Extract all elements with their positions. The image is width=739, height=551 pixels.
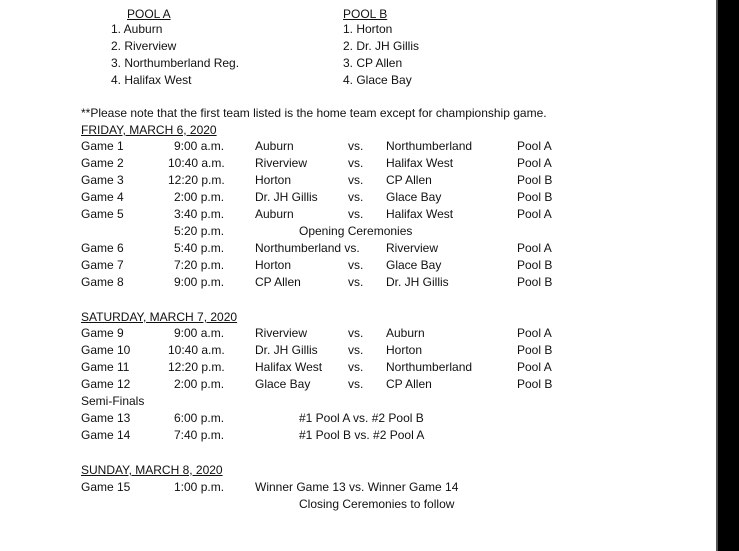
game-number: Game 13	[81, 411, 131, 425]
home-team: Dr. JH Gillis	[255, 343, 318, 357]
game-time: 12:20 p.m.	[168, 173, 225, 187]
game-number: Game 5	[81, 207, 124, 221]
away-team: Auburn	[386, 326, 425, 340]
game-number: Game 3	[81, 173, 124, 187]
game-time: 2:00 p.m.	[174, 190, 225, 204]
championship-matchup: Winner Game 13 vs. Winner Game 14	[255, 480, 459, 494]
pool-a-team-3: 3. Northumberland Reg.	[111, 56, 240, 70]
game-time: 9:00 a.m.	[174, 326, 225, 340]
versus: vs.	[348, 139, 364, 153]
sunday-heading: SUNDAY, MARCH 8, 2020	[81, 463, 223, 477]
versus: vs.	[348, 326, 364, 340]
schedule-row	[0, 343, 739, 360]
game-time: 10:40 a.m.	[168, 156, 225, 170]
game-time: 9:00 p.m.	[174, 275, 225, 289]
away-team: CP Allen	[386, 173, 432, 187]
home-team: Horton	[255, 173, 292, 187]
ceremony-row	[0, 224, 739, 241]
pool-a-team-2: 2. Riverview	[111, 39, 177, 53]
pool-b-team-2: 2. Dr. JH Gillis	[343, 39, 420, 53]
game-time: 7:20 p.m.	[174, 258, 225, 272]
opening-ceremonies: Opening Ceremonies	[299, 224, 413, 238]
ceremony-time: 5:20 p.m.	[174, 224, 225, 238]
pool-b-title: POOL B	[343, 7, 388, 21]
game-time: 2:00 p.m.	[174, 377, 225, 391]
away-team: Glace Bay	[386, 258, 442, 272]
home-team: Auburn	[255, 207, 294, 221]
pool-a-team-1: 1. Auburn	[111, 22, 163, 36]
game-time: 3:40 p.m.	[174, 207, 225, 221]
pool-label: Pool B	[517, 173, 553, 187]
game-number: Game 10	[81, 343, 131, 357]
semi-final-matchup: #1 Pool B vs. #2 Pool A	[299, 428, 425, 442]
game-number: Game 9	[81, 326, 124, 340]
saturday-heading: SATURDAY, MARCH 7, 2020	[81, 310, 238, 324]
versus: vs.	[348, 207, 364, 221]
game-number: Game 1	[81, 139, 124, 153]
pool-b-team-3: 3. CP Allen	[343, 56, 403, 70]
schedule-row	[0, 411, 739, 428]
game-time: 5:40 p.m.	[174, 241, 225, 255]
schedule-row	[0, 428, 739, 445]
versus: vs.	[348, 360, 364, 374]
game-number: Game 6	[81, 241, 124, 255]
semi-finals-row	[0, 394, 739, 411]
versus: vs.	[348, 275, 364, 289]
versus: vs.	[348, 343, 364, 357]
closing-row	[0, 497, 739, 514]
game-number: Game 14	[81, 428, 131, 442]
schedule-row	[0, 156, 739, 173]
versus: vs.	[348, 377, 364, 391]
home-team: Dr. JH Gillis	[255, 190, 318, 204]
pool-a-title: POOL A	[127, 7, 171, 21]
pool-label: Pool B	[517, 377, 553, 391]
semi-finals-label: Semi-Finals	[81, 394, 145, 408]
schedule-row	[0, 258, 739, 275]
semi-final-matchup: #1 Pool A vs. #2 Pool B	[299, 411, 424, 425]
versus: vs.	[348, 258, 364, 272]
home-team: Glace Bay	[255, 377, 311, 391]
pool-label: Pool B	[517, 190, 553, 204]
page-edge-border	[718, 0, 739, 551]
away-team: Glace Bay	[386, 190, 442, 204]
pool-a-team-4: 4. Halifax West	[111, 73, 192, 87]
pool-b-team-4: 4. Glace Bay	[343, 73, 412, 87]
game-time: 1:00 p.m.	[174, 480, 225, 494]
pool-label: Pool B	[517, 258, 553, 272]
away-team: Northumberland	[386, 139, 473, 153]
home-team-note: **Please note that the first team listed is the home team except for championship game.	[81, 106, 547, 120]
away-team: CP Allen	[386, 377, 432, 391]
game-time: 10:40 a.m.	[168, 343, 225, 357]
versus: vs.	[348, 173, 364, 187]
friday-heading: FRIDAY, MARCH 6, 2020	[81, 123, 217, 137]
versus: vs.	[348, 156, 364, 170]
away-team: Horton	[386, 343, 423, 357]
pool-label: Pool A	[517, 360, 552, 374]
schedule-row	[0, 275, 739, 292]
schedule-row	[0, 190, 739, 207]
home-team: Northumberland vs.	[255, 241, 360, 255]
away-team: Halifax West	[386, 207, 454, 221]
away-team: Halifax West	[386, 156, 454, 170]
game-number: Game 15	[81, 480, 131, 494]
pool-label: Pool B	[517, 343, 553, 357]
schedule-row	[0, 326, 739, 343]
away-team: Riverview	[386, 241, 439, 255]
game-number: Game 4	[81, 190, 124, 204]
home-team: CP Allen	[255, 275, 301, 289]
schedule-row	[0, 360, 739, 377]
closing-ceremonies: Closing Ceremonies to follow	[299, 497, 455, 511]
game-time: 9:00 a.m.	[174, 139, 225, 153]
game-time: 12:20 p.m.	[168, 360, 225, 374]
pool-label: Pool A	[517, 207, 552, 221]
game-number: Game 11	[81, 360, 130, 374]
game-number: Game 8	[81, 275, 124, 289]
game-number: Game 12	[81, 377, 131, 391]
versus: vs.	[348, 190, 364, 204]
game-number: Game 7	[81, 258, 124, 272]
home-team: Horton	[255, 258, 292, 272]
schedule-row	[0, 139, 739, 156]
home-team: Halifax West	[255, 360, 323, 374]
schedule-row	[0, 241, 739, 258]
pool-label: Pool A	[517, 139, 552, 153]
schedule-row	[0, 207, 739, 224]
schedule-row	[0, 480, 739, 497]
pool-b-team-1: 1. Horton	[343, 22, 393, 36]
game-time: 6:00 p.m.	[174, 411, 225, 425]
pool-label: Pool B	[517, 275, 553, 289]
away-team: Dr. JH Gillis	[386, 275, 449, 289]
pool-label: Pool A	[517, 156, 552, 170]
schedule-row	[0, 377, 739, 394]
home-team: Auburn	[255, 139, 294, 153]
game-number: Game 2	[81, 156, 124, 170]
away-team: Northumberland	[386, 360, 473, 374]
home-team: Riverview	[255, 156, 308, 170]
pool-label: Pool A	[517, 326, 552, 340]
home-team: Riverview	[255, 326, 308, 340]
game-time: 7:40 p.m.	[174, 428, 225, 442]
pool-label: Pool A	[517, 241, 552, 255]
schedule-row	[0, 173, 739, 190]
